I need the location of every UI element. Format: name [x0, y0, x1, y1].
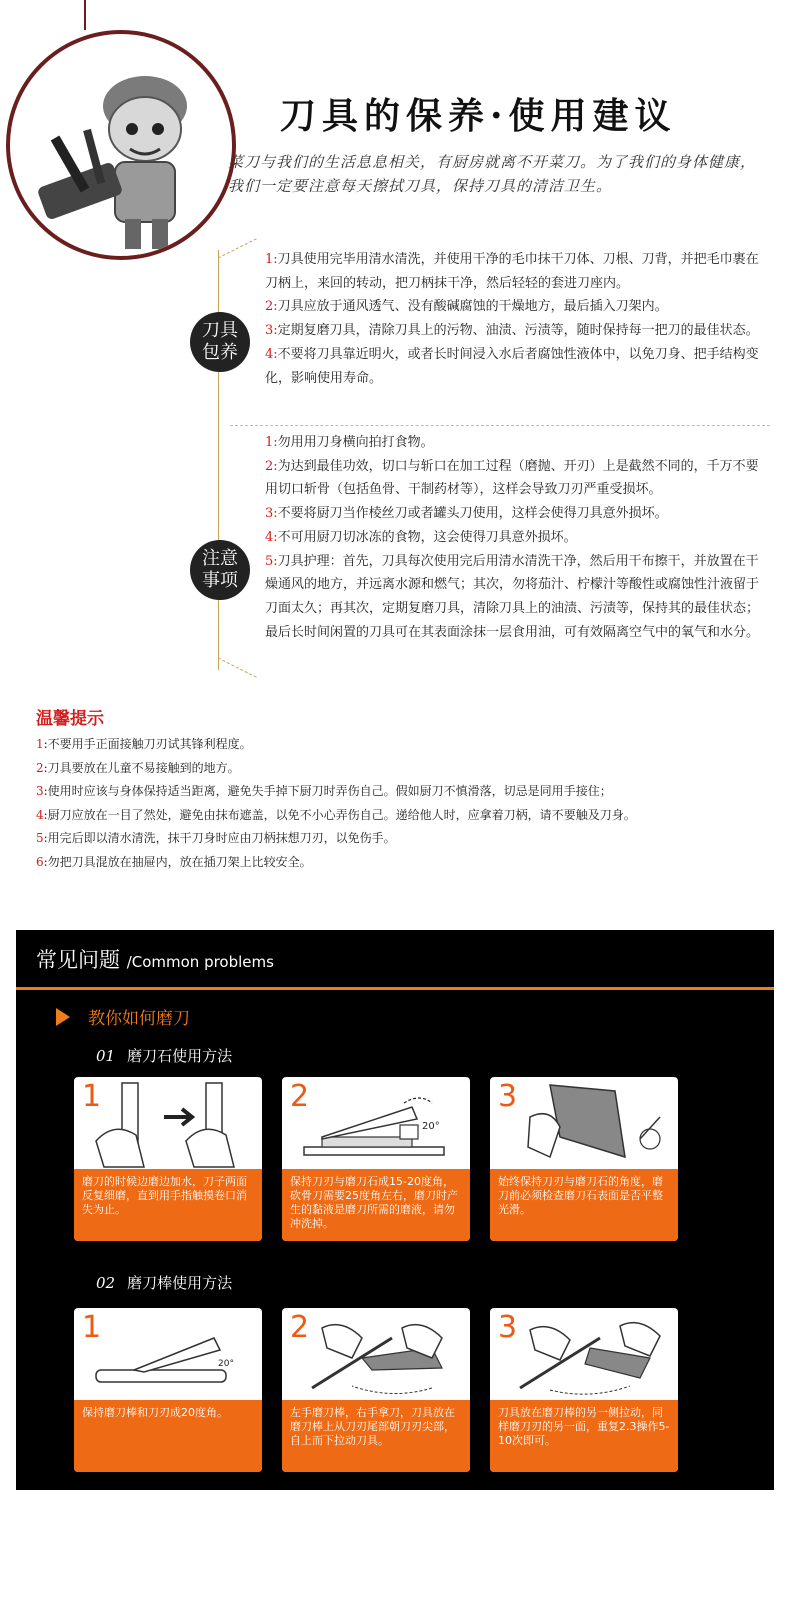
chef-mascot-illustration: [10, 34, 232, 256]
faq-divider: [16, 987, 774, 990]
rod-step-card: [282, 1308, 470, 1472]
list-item: 3:定期复磨刀具，清除刀具上的污物、油渍、污渍等，随时保持每一把刀的最佳状态。: [265, 323, 759, 339]
rod-step-card: [490, 1308, 678, 1472]
list-item: 4:不要将刀具靠近明火，或者长时间浸入水后者腐蚀性液体中，以免刀身、把手结构变化，影响使用寿命。: [265, 346, 759, 386]
list-item: 6:勿把刀具混放在抽屉内，放在插刀架上比较安全。: [36, 854, 312, 869]
notes-tag: 注意事项: [190, 540, 250, 600]
mascot-badge: [6, 30, 236, 260]
check-blade-illustration: [490, 1077, 678, 1169]
list-item: 2:刀具应放于通风透气、没有酸碱腐蚀的干燥地方，最后插入刀架内。: [265, 299, 668, 315]
list-item: 5:用完后即以清水清洗，抹干刀身时应由刀柄抹想刀刃，以免伤手。: [36, 831, 396, 845]
step-caption: 始终保持刀刃与磨刀石的角度，磨刀前必须检查磨刀石表面是否平整光滑。: [490, 1169, 678, 1241]
stone-angle-illustration: [282, 1077, 470, 1169]
stone-step-card: [282, 1077, 470, 1241]
list-item: 3:使用时应该与身体保持适当距离，避免失手掉下厨刀时弄伤自己。假如厨刀不慎滑落，切忌是同用手接住；: [36, 784, 612, 798]
list-item: 1:勿用用刀身横向拍打食物。: [265, 435, 434, 450]
list-item: 4:厨刀应放在一目了然处，避免由抹布遮盖，以免不小心弄伤自己。递给他人时，应拿着刀柄，请不要触及刀身。: [36, 807, 636, 822]
page-title: 刀具的保养·使用建议: [280, 95, 677, 137]
stone-step-card: [490, 1077, 678, 1241]
sharpening-stone-illustration: [74, 1077, 262, 1169]
angle-label: 20°: [218, 1359, 234, 1369]
step-number: 1: [82, 1079, 102, 1114]
list-item: 1:不要用手正面接触刀刃试其锋利程度。: [36, 737, 252, 751]
warm-tips-list: [36, 733, 776, 874]
rod-other-side-illustration: [490, 1308, 678, 1400]
step-caption: 保持磨刀棒和刀刃成20度角。: [74, 1400, 262, 1472]
rod-step-card: [74, 1308, 262, 1472]
list-item: 3:不要将厨刀当作棱丝刀或者罐头刀使用，这样会使得刀具意外损坏。: [265, 506, 668, 522]
step-number: 2: [290, 1079, 310, 1114]
step-number: 2: [290, 1310, 310, 1345]
step-caption: 保持刀刃与磨刀石成15-20度角，砍骨刀需要25度角左右，磨刀时产生的黏液是磨刀所需的磨液，请勿冲洗掉。: [282, 1169, 470, 1241]
list-item: 5:刀具护理：首先，刀具每次使用完后用清水清洗干净，然后用干布擦干，并放置在干燥通风的地方，并远离水源和燃气；其次，勿将茄汁、柠檬汁等酸性或腐蚀性汁液留于刀面太久；再其次，定期复磨刀具，清除刀具上的油渍、污渍等，保持其的最佳状态；最后长时间闲置的刀具可在其表面涂抹一层食用油，可有效隔离空气中的氧气和水分。: [265, 553, 760, 640]
rod-angle-illustration: [74, 1308, 262, 1400]
list-item: 1:刀具使用完毕用清水清洗，并使用干净的毛巾抹干刀体、刀根、刀背，并把毛巾裹在刀柄上，来回的转动，把刀柄抹干净，然后轻轻的套进刀座内。: [265, 252, 759, 291]
step-caption: 磨刀的时候边磨边加水，刀子两面反复细磨，直到用手指触摸卷口消失为止。: [74, 1169, 262, 1241]
intro-text: 菜刀与我们的生活息息相关，有厨房就离不开菜刀。为了我们的身体健康，我们一定要注意每天擦拭刀具，保持刀具的清洁卫生。: [228, 153, 757, 195]
stone-step-card: [74, 1077, 262, 1241]
faq-title: 常见问题 /Common problems: [36, 948, 274, 972]
stone-section-heading: 01 磨刀石使用方法: [96, 1047, 233, 1065]
step-number: 3: [498, 1310, 518, 1345]
hanging-line: [84, 0, 86, 30]
rod-section-heading: 02 磨刀棒使用方法: [96, 1274, 233, 1292]
angle-label: 20°: [422, 1121, 440, 1132]
maintenance-list: [265, 248, 765, 390]
warm-tips-title: 温馨提示: [36, 709, 104, 729]
play-arrow-icon: [56, 1008, 70, 1026]
step-number: 3: [498, 1079, 518, 1114]
step-number: 1: [82, 1310, 102, 1345]
section-divider: [230, 425, 770, 426]
list-item: 2:为达到最佳功效，切口与斩口在加工过程（磨抛、开刃）上是截然不同的，千万不要用切口斩骨（包括鱼骨、干制药材等），这样会导致刀刃严重受损坏。: [265, 458, 759, 498]
rod-hold-illustration: [282, 1308, 470, 1400]
list-item: 2:刀具要放在儿童不易接触到的地方。: [36, 760, 240, 775]
step-caption: 左手磨刀棒，右手拿刀，刀具放在磨刀棒上从刀刃尾部朝刀刃尖部，自上而下拉动刀具。: [282, 1400, 470, 1472]
teach-heading: 教你如何磨刀: [88, 1009, 190, 1029]
list-item: 4:不可用厨刀切冰冻的食物，这会使得刀具意外损坏。: [265, 529, 577, 545]
notes-list: [265, 431, 765, 644]
step-caption: 刀具放在磨刀棒的另一侧拉动，同样磨刀刃的另一面，重复2.3操作5-10次即可。: [490, 1400, 678, 1472]
maintenance-tag: 刀具包养: [190, 312, 250, 372]
